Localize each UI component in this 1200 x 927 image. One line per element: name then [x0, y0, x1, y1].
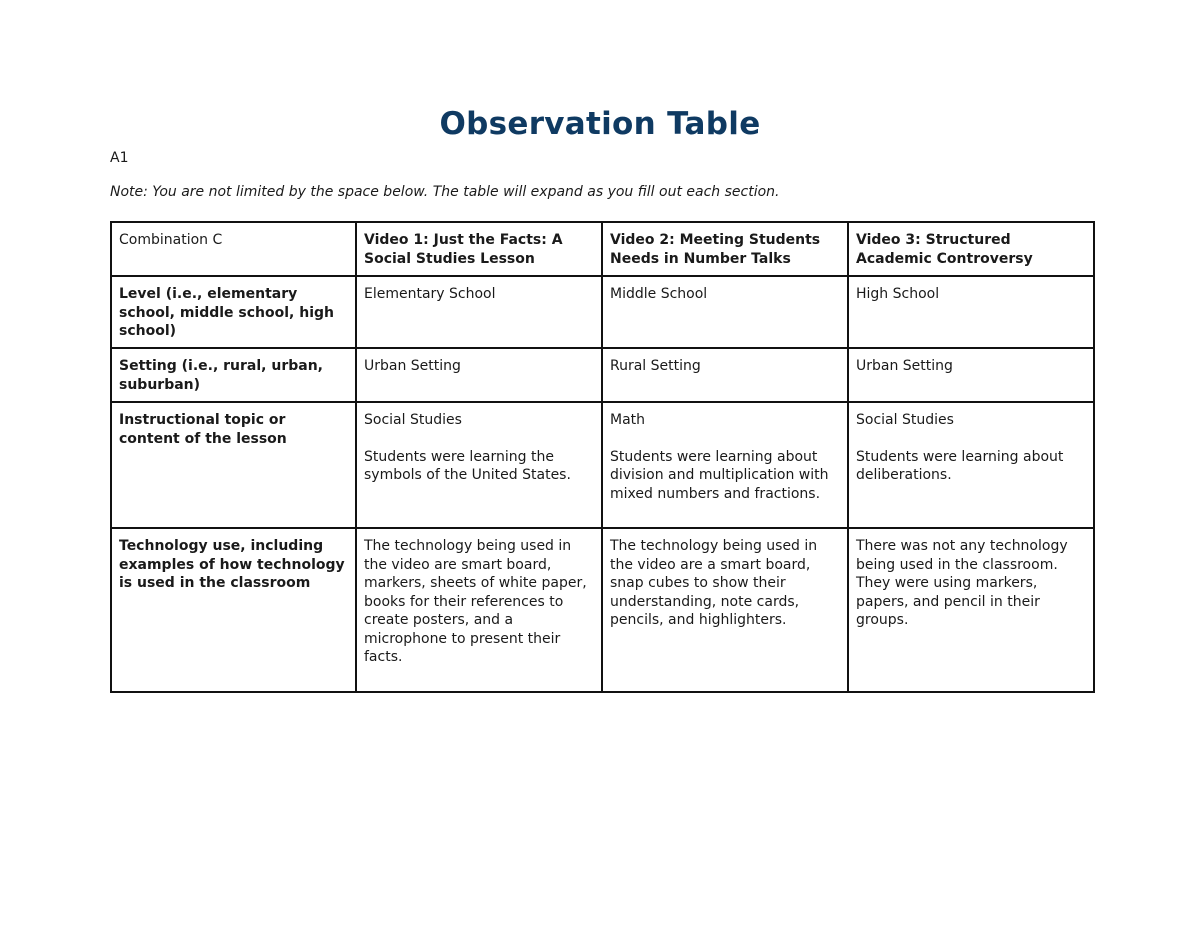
- cell-level-video-1: Elementary School: [356, 276, 602, 348]
- column-header-video-1: Video 1: Just the Facts: A Social Studies Lesson: [356, 222, 602, 276]
- cell-topic-video-3: [848, 402, 1094, 528]
- topic-subject: Social Studies: [364, 412, 462, 428]
- cell-setting-video-2: Rural Setting: [602, 348, 848, 402]
- row-header-topic: Instructional topic or content of the lesson: [111, 402, 356, 528]
- cell-setting-video-1: Urban Setting: [356, 348, 602, 402]
- instruction-note: Note: You are not limited by the space below. The table will expand as you fill out each section.: [110, 184, 780, 200]
- cell-level-video-2: Middle School: [602, 276, 848, 348]
- topic-detail: Students were learning the symbols of the United States.: [364, 448, 571, 483]
- cell-technology-video-3: There was not any technology being used in the classroom. They were using markers, papers, and pencil in their groups.: [848, 528, 1094, 692]
- cell-level-video-3: High School: [848, 276, 1094, 348]
- cell-technology-video-2: The technology being used in the video are a smart board, snap cubes to show their understanding, note cards, pencils, and highlighters.: [602, 528, 848, 692]
- topic-detail: Students were learning about division and multiplication with mixed numbers and fractions.: [610, 448, 829, 502]
- column-header-video-2: Video 2: Meeting Students Needs in Number Talks: [602, 222, 848, 276]
- topic-subject: Math: [610, 412, 646, 428]
- table-row-level: [111, 276, 1094, 348]
- row-header-level: Level (i.e., elementary school, middle school, high school): [111, 276, 356, 348]
- table-row-technology: [111, 528, 1094, 692]
- column-header-video-3: Video 3: Structured Academic Controversy: [848, 222, 1094, 276]
- table-row-topic: [111, 402, 1094, 528]
- row-header-setting: Setting (i.e., rural, urban, suburban): [111, 348, 356, 402]
- assignment-code: A1: [110, 150, 129, 166]
- topic-detail: Students were learning about deliberations.: [856, 448, 1064, 483]
- cell-technology-video-1: The technology being used in the video are smart board, markers, sheets of white paper, books for their references to create posters, and a microphone to present their facts.: [356, 528, 602, 692]
- cell-topic-video-1: [356, 402, 602, 528]
- table-row-setting: [111, 348, 1094, 402]
- cell-setting-video-3: Urban Setting: [848, 348, 1094, 402]
- topic-subject: Social Studies: [856, 412, 954, 428]
- page-title: Observation Table: [439, 106, 761, 142]
- row-header-technology: Technology use, including examples of how technology is used in the classroom: [111, 528, 356, 692]
- cell-topic-video-2: [602, 402, 848, 528]
- corner-cell: Combination C: [111, 222, 356, 276]
- table-header-row: [111, 222, 1094, 276]
- observation-table: [110, 221, 1095, 693]
